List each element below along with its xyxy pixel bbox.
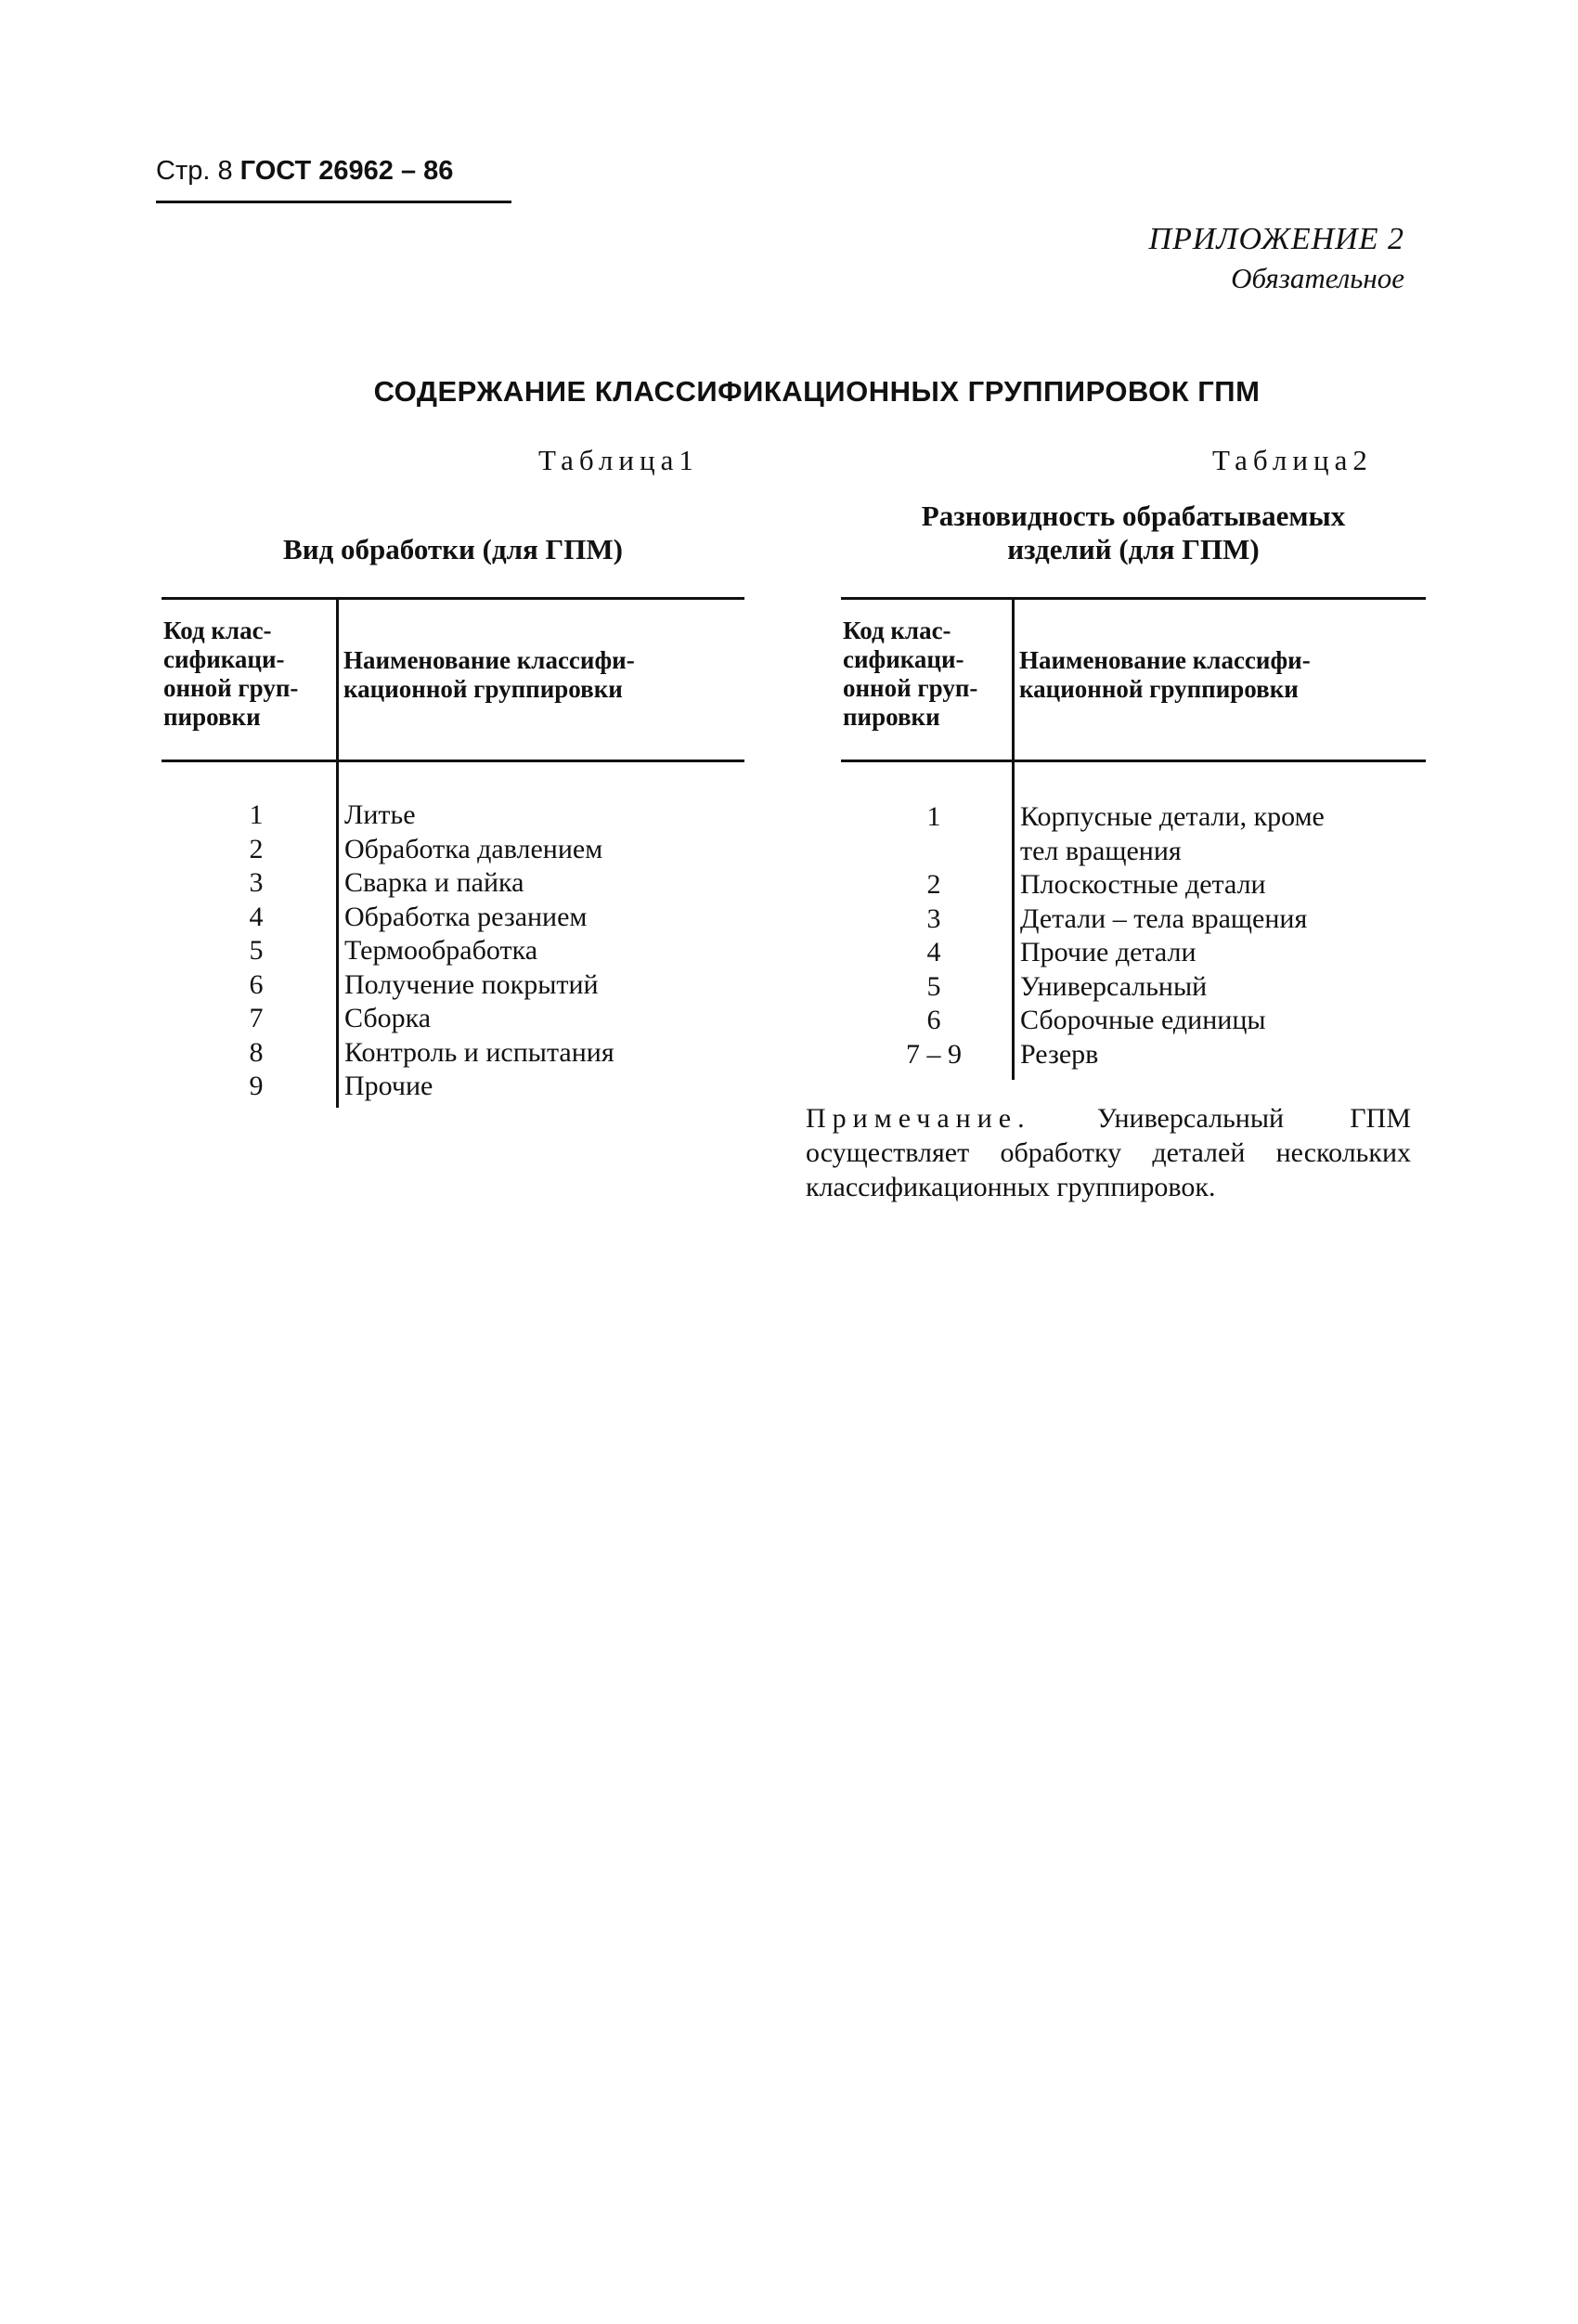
table2-code: 3	[926, 902, 941, 934]
table2-names	[1020, 800, 1325, 1071]
table2-top-rule	[841, 597, 1426, 600]
appendix-title: ПРИЛОЖЕНИЕ 2	[1148, 222, 1404, 256]
table1-name: Обработка давлением	[344, 833, 603, 864]
table2-code: 1	[926, 801, 941, 832]
page-number: Стр. 8	[156, 156, 233, 186]
table1-name: Термообработка	[344, 935, 538, 966]
table1-codes	[210, 798, 303, 1104]
note-label: Примечание.	[806, 1103, 1031, 1134]
table2-name: Детали – тела вращения	[1020, 902, 1308, 934]
table1-label: Таблица1	[538, 444, 699, 476]
table1-code: 9	[249, 1071, 264, 1101]
table1-caption: Вид обработки (для ГПМ)	[283, 533, 623, 565]
table1-code: 2	[249, 833, 264, 864]
table2-code: 7 – 9	[906, 1038, 962, 1070]
table2-name: Корпусные детали, кроме	[1020, 801, 1325, 832]
table2-code	[878, 835, 989, 869]
table2-name: тел вращения	[1020, 835, 1182, 866]
table1-name: Контроль и испытания	[344, 1036, 614, 1068]
table2-column-rule	[1012, 597, 1015, 1080]
table1-code: 7	[249, 1003, 264, 1033]
table1-name: Прочие	[344, 1071, 433, 1101]
table2-caption: Разновидность обрабатываемых изделий (для ГПМ)	[921, 500, 1346, 565]
table2-code: 2	[926, 869, 941, 900]
table1-code: 5	[249, 935, 264, 966]
table2-label: Таблица2	[1212, 444, 1373, 476]
table1-name: Получение покрытий	[344, 968, 599, 1000]
table1-code: 8	[249, 1036, 264, 1068]
table1-header-name: Наименование классифи- кационной группировки	[343, 646, 635, 703]
table2-name: Сборочные единицы	[1020, 1005, 1266, 1035]
table2-name: Резерв	[1020, 1038, 1099, 1070]
table2-name: Плоскостные детали	[1020, 869, 1266, 900]
table1-top-rule	[162, 597, 744, 600]
table2-name: Универсальный	[1020, 970, 1208, 1002]
standard-number: ГОСТ 26962 – 86	[239, 156, 454, 186]
document-title: СОДЕРЖАНИЕ КЛАССИФИКАЦИОННЫХ ГРУППИРОВОК ГПМ	[373, 375, 1261, 408]
table1-header-code: Код клас- сификаци- онной груп- пировки	[163, 617, 299, 731]
note-text: Универсальный ГПМ осуществляет обработку деталей нескольких классификационных группировок.	[806, 1103, 1411, 1202]
table1-column-rule	[336, 597, 339, 1108]
table2-note	[806, 1101, 1411, 1204]
table2-code: 6	[926, 1005, 941, 1035]
table1-name: Литье	[344, 799, 416, 830]
table2-header-code: Код клас- сификаци- онной груп- пировки	[843, 617, 978, 731]
appendix-status: Обязательное	[1231, 262, 1404, 294]
table2-header-name: Наименование классифи- кационной группировки	[1019, 646, 1311, 703]
table1-code: 6	[249, 968, 264, 1000]
table2-codes	[878, 800, 989, 1071]
table1-code: 1	[249, 799, 264, 830]
table1-names	[344, 798, 614, 1104]
table2-code: 5	[926, 970, 941, 1002]
table1-name: Обработка резанием	[344, 901, 588, 932]
header-rule	[156, 201, 511, 203]
table1-name: Сборка	[344, 1003, 432, 1033]
table2-name: Прочие детали	[1020, 937, 1196, 967]
table1-name: Сварка и пайка	[344, 867, 524, 898]
table1-header-rule	[162, 760, 744, 762]
table1-code: 3	[249, 867, 264, 898]
table2-header-rule	[841, 760, 1426, 762]
appendix-block	[1149, 219, 1404, 297]
running-header	[156, 156, 453, 187]
table2-code: 4	[926, 937, 941, 967]
table1-code: 4	[249, 901, 264, 932]
